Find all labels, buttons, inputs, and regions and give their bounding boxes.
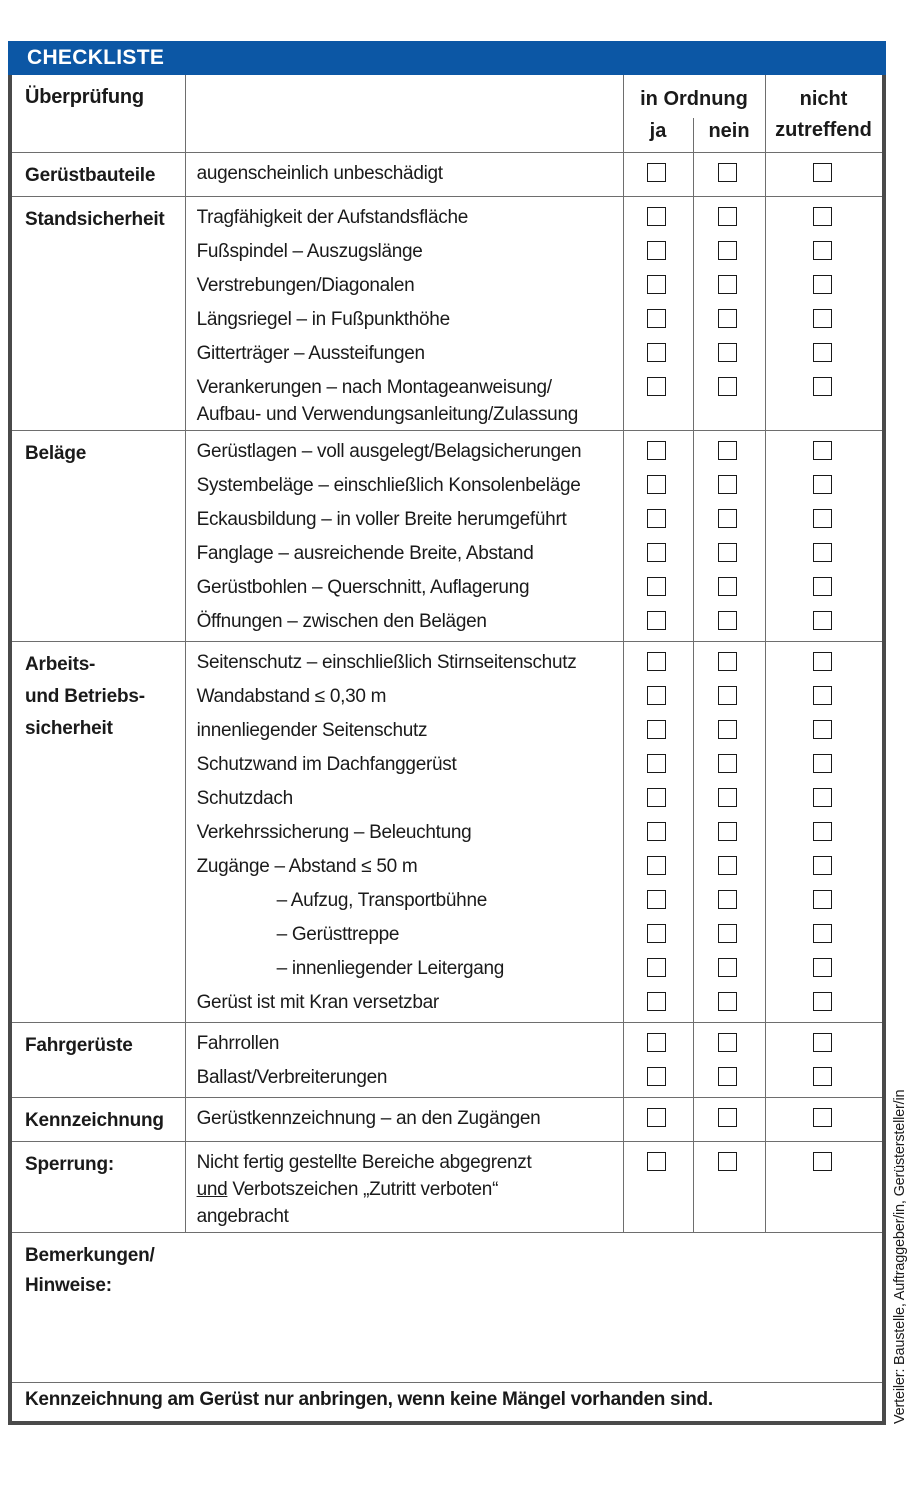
checkbox-cell-nein xyxy=(692,605,764,630)
category-label: Gerüstbauteile xyxy=(25,165,156,186)
section-fahrgerueste xyxy=(12,1022,882,1097)
checkbox-ja[interactable] xyxy=(647,890,666,909)
check-item-text: Verkehrssicherung – Beleuchtung xyxy=(196,822,472,843)
checklist-row xyxy=(184,337,882,371)
category-label: Beläge xyxy=(25,443,87,464)
checkbox-cell-ja xyxy=(622,337,692,362)
checkbox-cell-nein xyxy=(692,986,764,1011)
checkbox-nicht-zutreffend[interactable] xyxy=(813,1033,832,1052)
category-label: Sperrung: xyxy=(25,1154,114,1175)
remarks-label-line1: Bemerkungen/ xyxy=(25,1245,155,1266)
checkbox-cell-nicht-zutreffend xyxy=(764,605,881,630)
checkbox-nein[interactable] xyxy=(718,1067,737,1086)
checkbox-ja[interactable] xyxy=(647,163,666,182)
checkbox-cell-ja xyxy=(622,1061,692,1086)
section-arbeits xyxy=(12,641,882,1022)
checkbox-cell-ja xyxy=(622,680,692,705)
checkbox-nein[interactable] xyxy=(718,611,737,630)
checkbox-nicht-zutreffend[interactable] xyxy=(813,754,832,773)
checkbox-nein[interactable] xyxy=(718,856,737,875)
category-label: Standsicherheit xyxy=(25,209,165,230)
check-item-text: Gerüst ist mit Kran versetzbar xyxy=(196,992,439,1013)
checklist-row xyxy=(184,503,882,537)
checkbox-nicht-zutreffend[interactable] xyxy=(813,509,832,528)
header-in-ordnung-group xyxy=(623,75,765,152)
checkbox-cell-nicht-zutreffend xyxy=(764,371,881,396)
checklist-row xyxy=(184,1102,882,1136)
checkbox-nicht-zutreffend[interactable] xyxy=(813,543,832,562)
checkbox-nicht-zutreffend[interactable] xyxy=(813,611,832,630)
checklist-row xyxy=(184,714,882,748)
checkbox-nein[interactable] xyxy=(718,441,737,460)
check-item-text: Tragfähigkeit der Aufstandsfläche xyxy=(196,207,468,228)
checkbox-nein[interactable] xyxy=(718,686,737,705)
checkbox-cell-ja xyxy=(622,884,692,909)
checkbox-nein[interactable] xyxy=(718,163,737,182)
checkbox-cell-ja xyxy=(622,235,692,260)
checkbox-cell-ja xyxy=(622,571,692,596)
title-bar xyxy=(8,41,886,75)
checkbox-ja[interactable] xyxy=(647,924,666,943)
checkbox-cell-ja xyxy=(622,1102,692,1127)
check-item-text: augenscheinlich unbeschädigt xyxy=(196,163,443,184)
checkbox-cell-nein xyxy=(692,435,764,460)
sections-container xyxy=(12,152,882,1232)
checkbox-cell-ja xyxy=(622,537,692,562)
checkbox-cell-nicht-zutreffend xyxy=(764,235,881,260)
checkbox-cell-ja xyxy=(622,1146,692,1171)
remarks-row xyxy=(12,1232,882,1382)
checkbox-cell-ja xyxy=(622,748,692,773)
checkbox-cell-nein xyxy=(692,714,764,739)
check-item-text: Öffnungen – zwischen den Belägen xyxy=(196,611,487,632)
checklist-table xyxy=(8,75,886,1425)
checklist-row xyxy=(184,952,882,986)
checkbox-ja[interactable] xyxy=(647,475,666,494)
checkbox-cell-nein xyxy=(692,371,764,396)
checkbox-cell-nicht-zutreffend xyxy=(764,986,881,1011)
checkbox-cell-ja xyxy=(622,303,692,328)
checklist-row xyxy=(184,1027,882,1061)
checkbox-nein[interactable] xyxy=(718,1152,737,1171)
checkbox-ja[interactable] xyxy=(647,207,666,226)
checkbox-cell-nicht-zutreffend xyxy=(764,303,881,328)
checkbox-cell-ja xyxy=(622,435,692,460)
checkbox-cell-nein xyxy=(692,235,764,260)
checkbox-cell-nicht-zutreffend xyxy=(764,1061,881,1086)
header-ja-nein-row xyxy=(623,115,765,148)
checklist-row xyxy=(184,469,882,503)
checklist-row xyxy=(184,646,882,680)
checkbox-nicht-zutreffend[interactable] xyxy=(813,958,832,977)
checklist-row xyxy=(184,850,882,884)
checklist-row xyxy=(184,157,882,191)
checkbox-cell-nein xyxy=(692,918,764,943)
checkbox-nicht-zutreffend[interactable] xyxy=(813,720,832,739)
checkbox-cell-nicht-zutreffend xyxy=(764,337,881,362)
checkbox-cell-nicht-zutreffend xyxy=(764,435,881,460)
checkbox-nein[interactable] xyxy=(718,924,737,943)
checkbox-cell-nicht-zutreffend xyxy=(764,537,881,562)
checkbox-cell-ja xyxy=(622,850,692,875)
check-item-text: Gitterträger – Aussteifungen xyxy=(196,343,425,364)
checkbox-nicht-zutreffend[interactable] xyxy=(813,441,832,460)
checkbox-cell-nicht-zutreffend xyxy=(764,850,881,875)
checkbox-nein[interactable] xyxy=(718,241,737,260)
checkbox-cell-ja xyxy=(622,714,692,739)
checkbox-cell-nicht-zutreffend xyxy=(764,1146,881,1171)
checkbox-cell-nicht-zutreffend xyxy=(764,884,881,909)
checkbox-nicht-zutreffend[interactable] xyxy=(813,890,832,909)
check-item-text: Fahrrollen xyxy=(196,1033,280,1054)
checkbox-nicht-zutreffend[interactable] xyxy=(813,309,832,328)
checkbox-cell-nicht-zutreffend xyxy=(764,918,881,943)
section-items xyxy=(184,1142,882,1232)
checkbox-cell-nicht-zutreffend xyxy=(764,157,881,182)
checkbox-nicht-zutreffend[interactable] xyxy=(813,686,832,705)
checklist-row xyxy=(184,680,882,714)
section-items xyxy=(184,153,882,196)
check-item-text: – Aufzug, Transportbühne xyxy=(276,890,487,911)
check-item-text: Schutzdach xyxy=(196,788,293,809)
checkbox-cell-nein xyxy=(692,503,764,528)
checklist-row xyxy=(184,1146,882,1230)
checkbox-cell-nicht-zutreffend xyxy=(764,201,881,226)
check-item-text: Verankerungen – nach Montageanweisung/ Aufbau- und Verwendungsanleitung/Zulassung xyxy=(196,377,578,425)
checklist-row xyxy=(184,816,882,850)
checkbox-ja[interactable] xyxy=(647,1033,666,1052)
check-item-text: – Gerüsttreppe xyxy=(276,924,400,945)
checkbox-cell-ja xyxy=(622,646,692,671)
section-geruestbauteile xyxy=(12,152,882,196)
table-header xyxy=(12,75,882,152)
checkbox-ja[interactable] xyxy=(647,652,666,671)
checkbox-nicht-zutreffend[interactable] xyxy=(813,475,832,494)
checkbox-nicht-zutreffend[interactable] xyxy=(813,652,832,671)
check-item-text: Ballast/Verbreiterungen xyxy=(196,1067,388,1088)
checkbox-cell-nicht-zutreffend xyxy=(764,503,881,528)
checkbox-ja[interactable] xyxy=(647,275,666,294)
checkbox-ja[interactable] xyxy=(647,958,666,977)
checklist-row xyxy=(184,269,882,303)
section-items xyxy=(184,642,882,1022)
checkbox-cell-ja xyxy=(622,157,692,182)
checkbox-nein[interactable] xyxy=(718,475,737,494)
table-grid xyxy=(12,75,882,1232)
section-items xyxy=(184,1098,882,1141)
header-in-ordnung-label: in Ordnung xyxy=(640,88,748,110)
checkbox-cell-nein xyxy=(692,1102,764,1127)
checkbox-cell-ja xyxy=(622,503,692,528)
checkbox-cell-ja xyxy=(622,782,692,807)
checkbox-nicht-zutreffend[interactable] xyxy=(813,577,832,596)
checkbox-nein[interactable] xyxy=(718,207,737,226)
checkbox-nein[interactable] xyxy=(718,577,737,596)
checkbox-nein[interactable] xyxy=(718,377,737,396)
ja-nein-divider xyxy=(693,118,694,1232)
section-kennzeichnung xyxy=(12,1097,882,1141)
checkbox-ja[interactable] xyxy=(647,720,666,739)
checklist-row xyxy=(184,1061,882,1095)
checkbox-nicht-zutreffend[interactable] xyxy=(813,822,832,841)
checkbox-nein[interactable] xyxy=(718,788,737,807)
checkbox-ja[interactable] xyxy=(647,686,666,705)
checkbox-cell-ja xyxy=(622,952,692,977)
checkbox-ja[interactable] xyxy=(647,441,666,460)
checkbox-cell-nicht-zutreffend xyxy=(764,1027,881,1052)
checkbox-cell-nicht-zutreffend xyxy=(764,714,881,739)
checkbox-nein[interactable] xyxy=(718,275,737,294)
check-item-text: Fußspindel – Auszugslänge xyxy=(196,241,423,262)
checkbox-cell-ja xyxy=(622,918,692,943)
checkbox-nicht-zutreffend[interactable] xyxy=(813,343,832,362)
checkbox-nein[interactable] xyxy=(718,1108,737,1127)
checklist-row xyxy=(184,435,882,469)
checkbox-nicht-zutreffend[interactable] xyxy=(813,788,832,807)
checklist-row xyxy=(184,884,882,918)
header-zutreffend-line: zutreffend xyxy=(775,119,872,141)
checkbox-cell-nein xyxy=(692,157,764,182)
checkbox-cell-ja xyxy=(622,201,692,226)
check-item-text: Zugänge – Abstand ≤ 50 m xyxy=(196,856,418,877)
checkbox-nicht-zutreffend[interactable] xyxy=(813,1067,832,1086)
checkbox-ja[interactable] xyxy=(647,309,666,328)
checkbox-cell-nein xyxy=(692,850,764,875)
checkbox-cell-nein xyxy=(692,646,764,671)
check-item-text: Nicht fertig gestellte Bereiche abgegrenzt und Verbotszeichen „Zutritt verboten“ angebracht xyxy=(196,1152,532,1227)
checkbox-cell-nein xyxy=(692,816,764,841)
remarks-label-line2: Hinweise: xyxy=(25,1275,112,1296)
checkbox-nein[interactable] xyxy=(718,343,737,362)
checkbox-ja[interactable] xyxy=(647,1108,666,1127)
check-item-text: innenliegender Seitenschutz xyxy=(196,720,428,741)
section-items xyxy=(184,431,882,641)
checkbox-ja[interactable] xyxy=(647,754,666,773)
checkbox-ja[interactable] xyxy=(647,577,666,596)
checkbox-cell-nein xyxy=(692,571,764,596)
checkbox-nein[interactable] xyxy=(718,890,737,909)
section-standsicherheit xyxy=(12,196,882,430)
checkbox-cell-ja xyxy=(622,986,692,1011)
checkbox-cell-nein xyxy=(692,748,764,773)
checkbox-cell-nein xyxy=(692,680,764,705)
checkbox-cell-ja xyxy=(622,816,692,841)
checklist-row xyxy=(184,986,882,1020)
page-title: CHECKLISTE xyxy=(27,46,165,69)
checkbox-cell-nicht-zutreffend xyxy=(764,1102,881,1127)
check-item-text: Eckausbildung – in voller Breite herumgeführt xyxy=(196,509,567,530)
checkbox-cell-ja xyxy=(622,1027,692,1052)
checkbox-nein[interactable] xyxy=(718,509,737,528)
checkbox-nicht-zutreffend[interactable] xyxy=(813,924,832,943)
check-item-text: – innenliegender Leitergang xyxy=(276,958,505,979)
checkbox-cell-ja xyxy=(622,371,692,396)
category-label: Arbeits- und Betriebs- sicherheit xyxy=(25,654,145,739)
checkbox-cell-nein xyxy=(692,952,764,977)
checklist-row xyxy=(184,235,882,269)
header-ueberpruefung: Überprüfung xyxy=(25,86,144,108)
checkbox-ja[interactable] xyxy=(647,241,666,260)
remarks-label xyxy=(12,1233,163,1382)
checkbox-nein[interactable] xyxy=(718,992,737,1011)
checkbox-cell-ja xyxy=(622,469,692,494)
checkbox-nein[interactable] xyxy=(718,652,737,671)
category-label: Fahrgerüste xyxy=(25,1035,133,1056)
checkbox-nicht-zutreffend[interactable] xyxy=(813,992,832,1011)
check-item-text: Schutzwand im Dachfanggerüst xyxy=(196,754,457,775)
distribution-note: Verteiler: Baustelle, Auftraggeber/in, Gerüstersteller/in xyxy=(892,1089,908,1424)
checkbox-cell-nein xyxy=(692,537,764,562)
section-belaege xyxy=(12,430,882,641)
header-ja: ja xyxy=(649,120,667,142)
checkbox-ja[interactable] xyxy=(647,856,666,875)
checklist-row xyxy=(184,371,882,428)
checkbox-nicht-zutreffend[interactable] xyxy=(813,377,832,396)
checkbox-nicht-zutreffend[interactable] xyxy=(813,856,832,875)
checkbox-cell-nicht-zutreffend xyxy=(764,782,881,807)
checklist-row xyxy=(184,605,882,639)
checkbox-nicht-zutreffend[interactable] xyxy=(813,241,832,260)
checkbox-cell-nicht-zutreffend xyxy=(764,952,881,977)
checkbox-cell-nicht-zutreffend xyxy=(764,469,881,494)
checkbox-ja[interactable] xyxy=(647,788,666,807)
checkbox-cell-nein xyxy=(692,884,764,909)
check-item-text: Längsriegel – in Fußpunkthöhe xyxy=(196,309,450,330)
checkbox-cell-nein xyxy=(692,469,764,494)
checkbox-nein[interactable] xyxy=(718,720,737,739)
checkbox-cell-nein xyxy=(692,1061,764,1086)
check-item-text: Systembeläge – einschließlich Konsolenbeläge xyxy=(196,475,581,496)
checkbox-ja[interactable] xyxy=(647,611,666,630)
category-column-divider xyxy=(185,75,186,1232)
header-nicht-line: nicht xyxy=(799,88,848,110)
checklist-sheet xyxy=(8,41,886,1425)
checkbox-cell-nein xyxy=(692,337,764,362)
checkbox-cell-nein xyxy=(692,201,764,226)
checkbox-cell-ja xyxy=(622,605,692,630)
checkbox-nein[interactable] xyxy=(718,958,737,977)
checkbox-cell-nicht-zutreffend xyxy=(764,680,881,705)
checkbox-ja[interactable] xyxy=(647,822,666,841)
checkbox-nein[interactable] xyxy=(718,309,737,328)
checkbox-ja[interactable] xyxy=(647,377,666,396)
checkbox-ja[interactable] xyxy=(647,1152,666,1171)
section-items xyxy=(184,197,882,430)
check-item-text: Seitenschutz – einschließlich Stirnseitenschutz xyxy=(196,652,577,673)
checkbox-ja[interactable] xyxy=(647,343,666,362)
checklist-row xyxy=(184,571,882,605)
checklist-row xyxy=(184,748,882,782)
check-item-text: Gerüstkennzeichnung – an den Zugängen xyxy=(196,1108,541,1129)
check-item-text: Fanglage – ausreichende Breite, Abstand xyxy=(196,543,534,564)
nein-na-divider xyxy=(765,75,766,1232)
category-label: Kennzeichnung xyxy=(25,1110,164,1131)
checkbox-nein[interactable] xyxy=(718,822,737,841)
checkbox-ja[interactable] xyxy=(647,543,666,562)
check-column-divider xyxy=(623,75,624,1232)
checkbox-nicht-zutreffend[interactable] xyxy=(813,275,832,294)
checklist-row xyxy=(184,782,882,816)
section-items xyxy=(184,1023,882,1097)
checkbox-nicht-zutreffend[interactable] xyxy=(813,207,832,226)
checkbox-nicht-zutreffend[interactable] xyxy=(813,1108,832,1127)
checklist-row xyxy=(184,918,882,952)
checkbox-cell-nein xyxy=(692,1027,764,1052)
checkbox-ja[interactable] xyxy=(647,1067,666,1086)
check-item-text: Verstrebungen/Diagonalen xyxy=(196,275,415,296)
checkbox-cell-ja xyxy=(622,269,692,294)
checkbox-ja[interactable] xyxy=(647,992,666,1011)
remarks-input-area[interactable] xyxy=(163,1233,882,1382)
checkbox-cell-nicht-zutreffend xyxy=(764,269,881,294)
footer-note: Kennzeichnung am Gerüst nur anbringen, wenn keine Mängel vorhanden sind. xyxy=(12,1382,882,1421)
checklist-row xyxy=(184,303,882,337)
header-nein: nein xyxy=(708,120,750,142)
checklist-row xyxy=(184,201,882,235)
checkbox-cell-nicht-zutreffend xyxy=(764,646,881,671)
checkbox-cell-nicht-zutreffend xyxy=(764,571,881,596)
checkbox-cell-nein xyxy=(692,782,764,807)
checkbox-nein[interactable] xyxy=(718,1033,737,1052)
checklist-row xyxy=(184,537,882,571)
check-item-text: Wandabstand ≤ 0,30 m xyxy=(196,686,387,707)
check-item-text: Gerüstbohlen – Querschnitt, Auflagerung xyxy=(196,577,530,598)
header-nicht-zutreffend xyxy=(765,75,882,152)
checkbox-ja[interactable] xyxy=(647,509,666,528)
checkbox-cell-nein xyxy=(692,303,764,328)
checkbox-nein[interactable] xyxy=(718,754,737,773)
check-item-text: Gerüstlagen – voll ausgelegt/Belagsicherungen xyxy=(196,441,582,462)
section-sperrung xyxy=(12,1141,882,1232)
checkbox-cell-nein xyxy=(692,1146,764,1171)
checkbox-cell-nein xyxy=(692,269,764,294)
checkbox-nicht-zutreffend[interactable] xyxy=(813,163,832,182)
checkbox-cell-nicht-zutreffend xyxy=(764,816,881,841)
checkbox-nicht-zutreffend[interactable] xyxy=(813,1152,832,1171)
checkbox-cell-nicht-zutreffend xyxy=(764,748,881,773)
checkbox-nein[interactable] xyxy=(718,543,737,562)
